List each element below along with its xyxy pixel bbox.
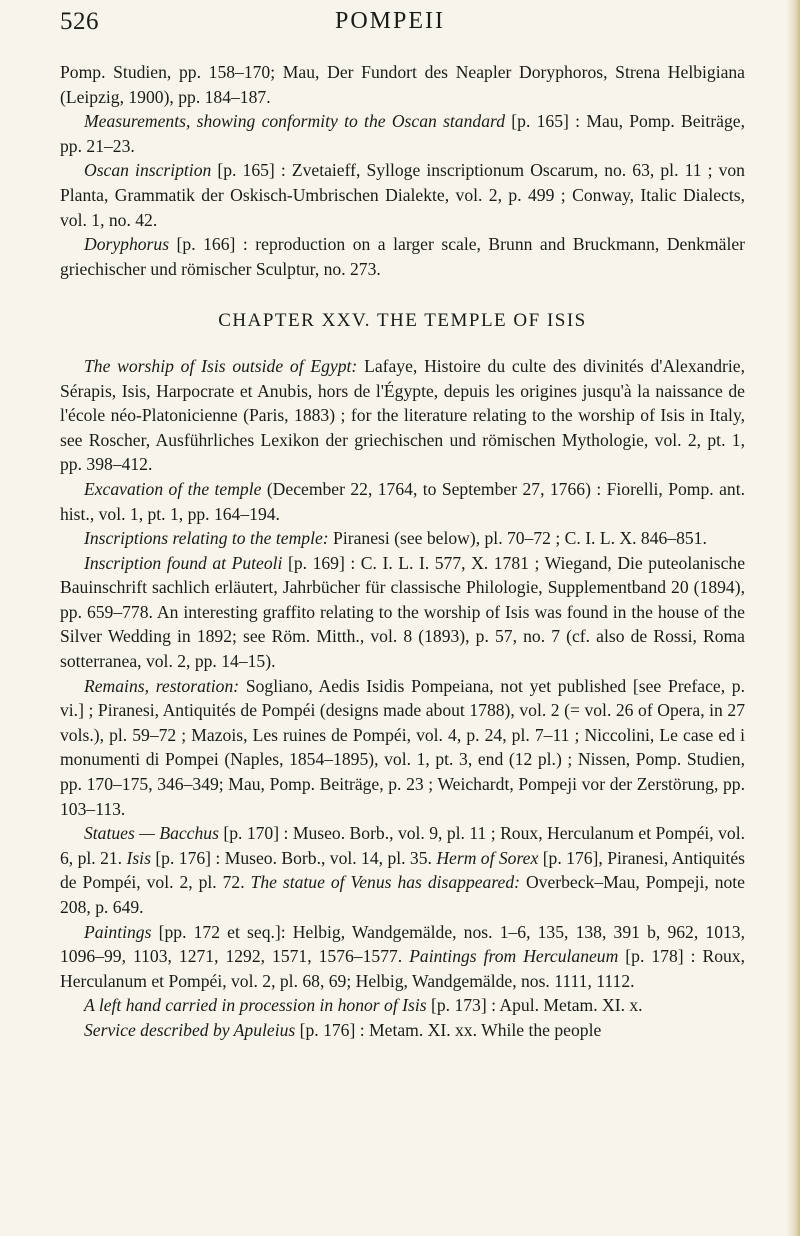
entry-heading: Paintings (84, 921, 152, 942)
entry-heading: Isis (126, 847, 151, 868)
entry-heading: Herm of Sorex (436, 847, 539, 868)
entry-inscriptions: Inscriptions relating to the temple: Piranesi (see below), pl. 70–72 ; C. I. L. X. 846–851. (84, 528, 707, 549)
entry-service: Service described by Apuleius [p. 176] : Metam. XI. xx. While the people (84, 1019, 602, 1040)
entry-paintings: Paintings [pp. 172 et seq.]: Helbig, Wandgemälde, nos. 1–6, 135, 138, 391 b, 962, 1013, 1096–99, 1103, 1271, 1292, 1571, 1576–1577. Paintings from Herculaneum [p. 178] : Roux, Herculanum et Pompéi, vol. 2, pl. 68, 69; Helbig, Wandgemälde, nos. 1111, 1112. (60, 921, 745, 991)
entry-doryphorus: Doryphorus [p. 166] : reproduction on a larger scale, Brunn and Bruckmann, Denkmäler griechischer und römischer Sculptur, no. 273. (60, 234, 745, 279)
entry-heading: A left hand carried in procession in honor of Isis (84, 995, 427, 1016)
entry-left-hand: A left hand carried in procession in honor of Isis [p. 173] : Apul. Metam. XI. x. (84, 995, 643, 1016)
body-text (60, 60, 745, 1043)
entry-oscan-inscription: Oscan inscription [p. 165] : Zvetaieff, Sylloge inscriptionum Oscarum, no. 63, pl. 11 ; von Planta, Grammatik der Oskisch-Umbrischen Dialekte, vol. 2, p. 499 ; Conway, Italic Dialects, vol. 1, no. 42. (60, 160, 745, 230)
entry-heading: Inscription found at Puteoli (84, 552, 283, 573)
running-head (60, 8, 720, 48)
entry-puteoli: Inscription found at Puteoli [p. 169] : C. I. L. I. 577, X. 1781 ; Wiegand, Die puteolanische Bauinschrift sachlich erläutert, Jahrbücher für classische Philologie, Supplementband 20 (1894), pp. 659–778. An interesting graffito relating to the worship of Isis was found in the house of the Silver Wedding in 1892; see Röm. Mitth., vol. 8 (1893), p. 57, no. 7 (cf. also de Rossi, Roma sotterranea, vol. 2, pp. 14–15). (60, 552, 745, 672)
entry-excavation: Excavation of the temple (December 22, 1764, to September 27, 1766) : Fiorelli, Pomp. ant. hist., vol. 1, pt. 1, pp. 164–194. (60, 478, 745, 524)
entry-heading: Remains, restoration: (84, 675, 240, 696)
entry-heading: The statue of Venus has disappeared: (250, 872, 521, 893)
entry-heading: Paintings from Herculaneum (409, 946, 619, 967)
entry-heading: Excavation of the temple (84, 478, 262, 499)
page-edge-shadow (786, 0, 800, 1236)
entry-statues: Statues — Bacchus [p. 170] : Museo. Borb., vol. 9, pl. 11 ; Roux, Herculanum et Pompéi, vol. 6, pl. 21. Isis [p. 176] : Museo. Borb., vol. 14, pl. 35. Herm of Sorex [p. 176], Piranesi, Antiquités de Pompéi, vol. 2, pl. 72. The statue of Venus has disappeared: Overbeck–Mau, Pompeji, note 208, p. 649. (60, 823, 746, 917)
entry-heading: Service described by Apuleius (84, 1019, 296, 1040)
running-title: POMPEII (334, 8, 445, 34)
entry-heading: The worship of Isis outside of Egypt: (84, 355, 358, 376)
entry-pomp-studien: Pomp. Studien, pp. 158–170; Mau, Der Fundort des Neapler Doryphoros, Strena Helbigiana (Leipzig, 1900), pp. 184–187. (60, 62, 745, 107)
entry-heading: Statues — Bacchus (84, 823, 219, 844)
entry-heading: Oscan inscription (84, 160, 212, 181)
entry-heading: Inscriptions relating to the temple: (84, 528, 329, 549)
entry-measurements: Measurements, showing conformity to the Oscan standard [p. 165] : Mau, Pomp. Beiträge, pp. 21–23. (60, 111, 745, 156)
entry-heading: Doryphorus (84, 234, 170, 255)
page-number: 526 (60, 8, 99, 35)
entry-worship-of-isis: The worship of Isis outside of Egypt: Lafaye, Histoire du culte des divinités d'Alexandrie, Sérapis, Isis, Harpocrate et Anubis, hors de l'Égypte, depuis les origines jusqu'à la naissance de l'école néo-Platonicienne (Paris, 1883) ; for the literature relating to the worship of Isis in Italy, see Roscher, Ausführliches Lexikon der griechischen und römischen Mythologie, vol. 2, pt. 1, pp. 398–412. (60, 355, 745, 475)
entry-heading: Measurements, showing conformity to the Oscan standard (84, 111, 505, 132)
chapter-title: CHAPTER XXV. THE TEMPLE OF ISIS (218, 310, 587, 332)
entry-remains: Remains, restoration: Sogliano, Aedis Isidis Pompeiana, not yet published [see Preface, p. vi.] ; Piranesi, Antiquités de Pompéi (designs made about 1788), vol. 2 (= vol. 26 of Opera, in 27 vols.), pl. 59–72 ; Mazois, Les ruines de Pompéi, vol. 4, p. 24, pl. 7–11 ; Niccolini, Le case ed i monumenti di Pompei (Naples, 1854–1895), vol. 1, pt. 3, end (12 pl.) ; Nissen, Pomp. Studien, pp. 170–175, 346–349; Mau, Pomp. Beiträge, p. 23 ; Weichardt, Pompeji vor der Zerstörung, pp. 103–113. (60, 675, 745, 819)
